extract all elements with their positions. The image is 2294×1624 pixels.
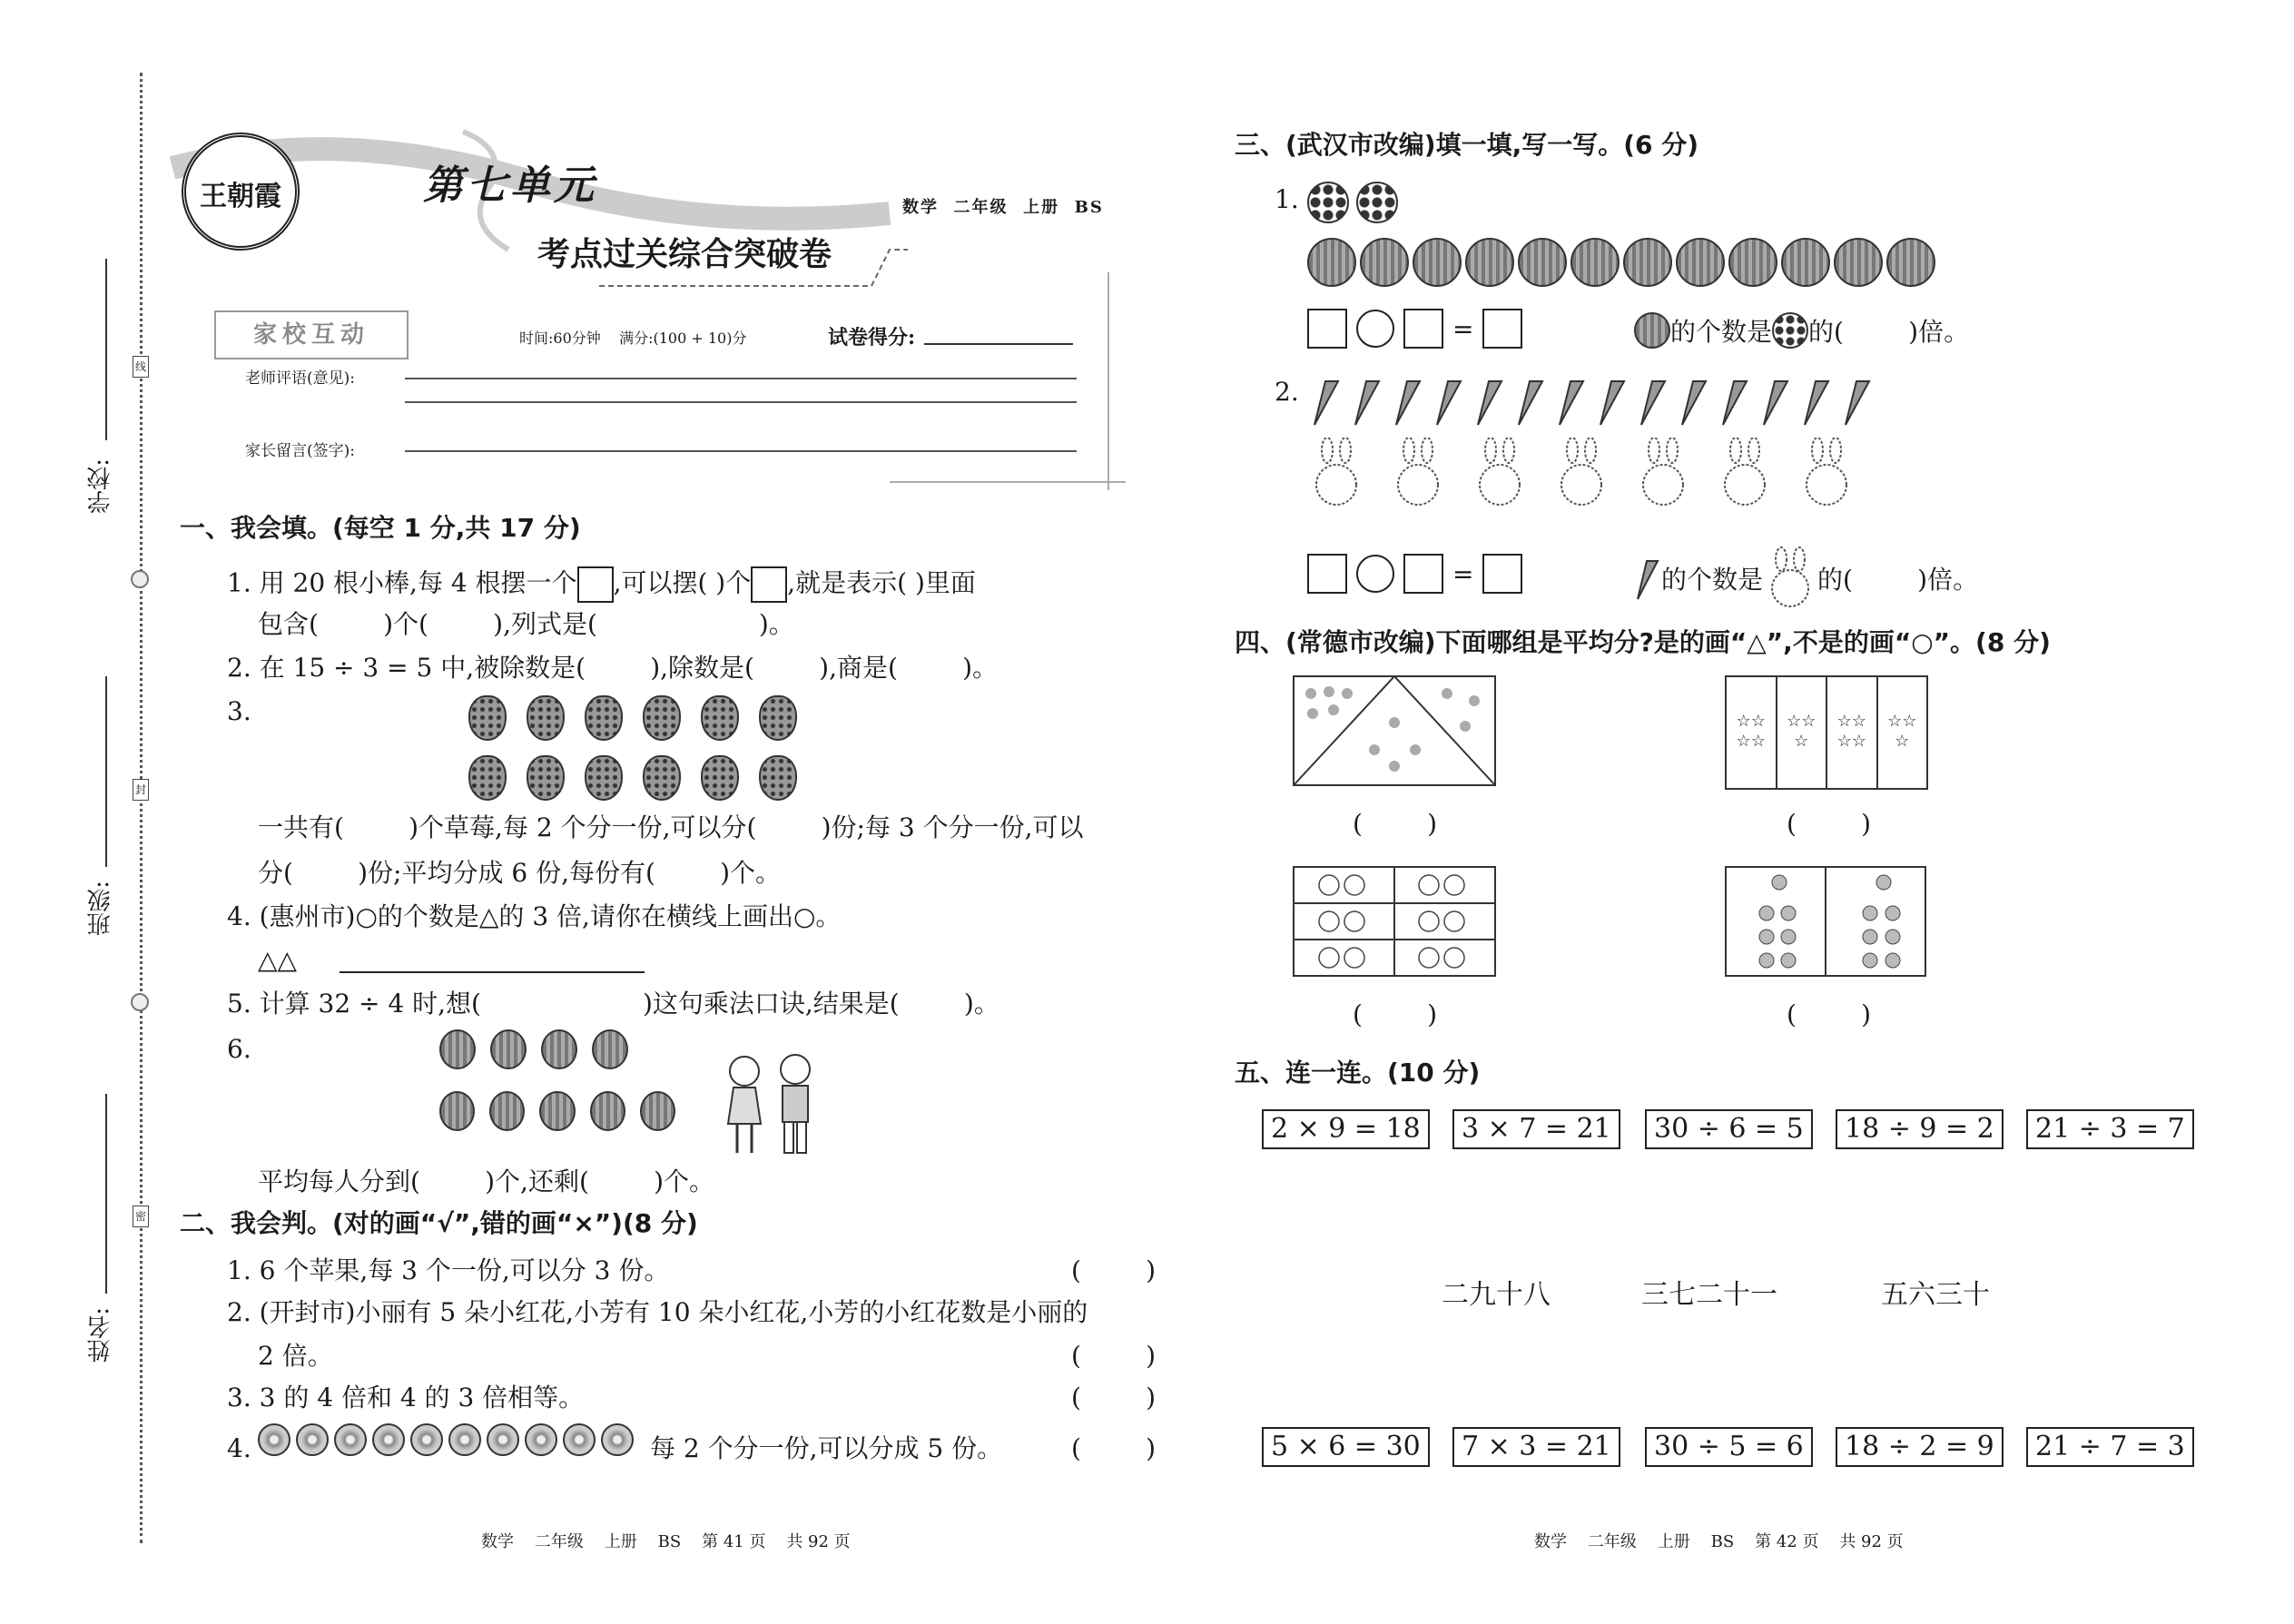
basketball-icon (1413, 238, 1462, 287)
s3-q1-number: 1. (1275, 184, 1299, 214)
s4-answer-1[interactable]: ( ) (1353, 809, 1438, 839)
basketball-icon (1307, 238, 1356, 287)
school-label: 学校: (87, 458, 114, 514)
strawberry-icon (759, 755, 797, 801)
children-icon (717, 1051, 826, 1160)
figure-split-figure (1725, 866, 1926, 977)
judge-item-3: 3. 3 的 4 倍和 4 的 3 倍相等。 (227, 1383, 585, 1412)
flower-icon (601, 1423, 634, 1456)
logo-text: 王朝霞 (200, 181, 281, 212)
s3-q1-text-b: 的( )倍。 (1808, 317, 1970, 347)
operator-circle[interactable] (1356, 555, 1394, 593)
flower-icon (448, 1423, 481, 1456)
home-school-label: 家校互动 (252, 321, 369, 349)
score-label: 试卷得分: (828, 326, 916, 349)
footer-right: 数学 二年级 上册 BS 第 42 页 共 92 页 (1534, 1532, 1904, 1551)
star-cell: ☆☆ ☆☆ (1727, 677, 1777, 788)
s4-answer-3[interactable]: ( ) (1353, 999, 1438, 1029)
strawberry-icon (701, 755, 739, 801)
binding-dotted-line (140, 73, 143, 1543)
q4-answer-line[interactable] (340, 971, 645, 973)
judge-item-1: 1. 6 个苹果,每 3 个一份,可以分 3 份。 (227, 1255, 670, 1285)
balloon-icon (490, 1029, 527, 1069)
score-field[interactable] (924, 343, 1073, 345)
section3-heading: 三、(武汉市改编)填一填,写一写。(6 分) (1235, 130, 1699, 160)
class-label: 班级: (87, 881, 114, 936)
logo-seal (182, 133, 300, 251)
q1-text-b: ,可以摆( )个 (613, 567, 752, 598)
series-tag: 数学 二年级 上册 BS (902, 198, 1104, 217)
q3-line1: 一共有( )个草莓,每 2 个分一份,可以分( )份;每 3 个分一份,可以 (258, 812, 1084, 842)
q1-line1 (227, 566, 976, 603)
star-cell: ☆☆ ☆ (1777, 677, 1828, 788)
match-rhyme-3[interactable]: 五六三十 (1881, 1279, 1990, 1311)
parent-comment-field[interactable] (405, 450, 1077, 452)
q1-text-c: ,就是表示( )里面 (787, 567, 976, 598)
equals-sign: = (1452, 313, 1474, 344)
balloon-icon (590, 1091, 625, 1131)
binding-tag: 线 (133, 356, 149, 378)
match-top-5[interactable]: 21 ÷ 3 = 7 (2026, 1109, 2194, 1149)
strawberry-icon (468, 695, 507, 741)
balloon-icon (439, 1029, 476, 1069)
s3-q2-equation (1307, 554, 1522, 594)
balloon-icon (541, 1029, 577, 1069)
match-top-1[interactable]: 2 × 9 = 18 (1262, 1109, 1430, 1149)
s3-q2-text-b: 的( )倍。 (1817, 565, 1979, 595)
strawberry-icon (643, 755, 681, 801)
judge-item-4-tail: 每 2 个分一份,可以分成 5 份。 (650, 1433, 1003, 1463)
flower-icon (334, 1423, 367, 1456)
s3-q2-number: 2. (1275, 377, 1299, 407)
section5-heading: 五、连一连。(10 分) (1235, 1058, 1481, 1088)
balloon-icon (640, 1091, 675, 1131)
equation-box[interactable] (1403, 554, 1443, 594)
operator-circle[interactable] (1356, 310, 1394, 348)
flower-icon (487, 1423, 519, 1456)
strawberry-icon (585, 755, 623, 801)
equation-box[interactable] (1307, 309, 1347, 349)
section2-heading: 二、我会判。(对的画“√”,错的画“×”)(8 分) (180, 1208, 698, 1238)
match-top-4[interactable]: 18 ÷ 9 = 2 (1836, 1109, 2004, 1149)
basketball-icon (1676, 238, 1725, 287)
q1-shape-box[interactable] (751, 566, 787, 603)
balloon-icon (592, 1029, 628, 1069)
s3-q1-text-a: 的个数是 (1670, 317, 1773, 347)
balloon-icon (439, 1091, 475, 1131)
match-rhyme-1[interactable]: 二九十八 (1442, 1279, 1551, 1311)
strawberry-icon (759, 695, 797, 741)
equals-sign: = (1452, 558, 1474, 589)
unit-title: 第七单元 (423, 162, 597, 209)
strawberry-icon (468, 755, 507, 801)
basketball-row (1307, 238, 1935, 287)
home-school-box (214, 310, 409, 359)
basketball-icon (1570, 238, 1620, 287)
comment-line (405, 401, 1077, 403)
equation-box[interactable] (1403, 309, 1443, 349)
face-grid-figure (1293, 866, 1496, 977)
strawberry-icon (585, 695, 623, 741)
soccer-ball-icon (1772, 312, 1808, 349)
judge-answer-4[interactable]: ( ) (1071, 1433, 1157, 1463)
judge-item-2: 2. (开封市)小丽有 5 朵小红花,小芳有 10 朵小红花,小芳的小红花数是小丽的 (227, 1297, 1088, 1327)
basketball-icon (1360, 238, 1409, 287)
class-field[interactable] (105, 676, 107, 867)
match-bottom-5[interactable]: 21 ÷ 7 = 3 (2026, 1427, 2194, 1467)
star-cell: ☆☆ ☆☆ (1827, 677, 1878, 788)
flower-icon (372, 1423, 405, 1456)
judge-item-2-cont: 2 倍。 (258, 1341, 333, 1371)
q4-triangles: △△ (258, 945, 298, 975)
strawberry-icon (527, 755, 565, 801)
parent-label: 家长留言(签字): (245, 442, 355, 460)
flower-row (258, 1423, 634, 1456)
equation-box[interactable] (1307, 554, 1347, 594)
flower-icon (258, 1423, 290, 1456)
basketball-icon (1728, 238, 1777, 287)
equation-box[interactable] (1482, 554, 1522, 594)
q4: 4. (惠州市)○的个数是△的 3 倍,请你在横线上画出○。 (227, 901, 842, 931)
section4-heading: 四、(常德市改编)下面哪组是平均分?是的画“△”,不是的画“○”。(8 分) (1235, 627, 2051, 657)
footer-left: 数学 二年级 上册 BS 第 41 页 共 92 页 (481, 1532, 851, 1551)
match-bottom-4[interactable]: 18 ÷ 2 = 9 (1836, 1427, 2004, 1467)
judge-answer-3[interactable]: ( ) (1071, 1383, 1157, 1412)
flower-icon (296, 1423, 329, 1456)
equation-box[interactable] (1482, 309, 1522, 349)
soccer-ball-icon (1307, 182, 1349, 223)
match-bottom-2[interactable]: 7 × 3 = 21 (1452, 1427, 1620, 1467)
q6-number: 6. (227, 1034, 251, 1064)
q1-text-a: 1. 用 20 根小棒,每 4 根摆一个 (227, 567, 577, 598)
name-label: 姓名: (87, 1307, 114, 1363)
basketball-icon (1781, 238, 1830, 287)
triangle-split-figure (1293, 675, 1496, 786)
match-rhyme-2[interactable]: 三七二十一 (1641, 1279, 1777, 1311)
strawberry-icon (701, 695, 739, 741)
teacher-label: 老师评语(意见): (245, 369, 355, 388)
basketball-icon (1634, 312, 1670, 349)
q3-line2: 分( )份;平均分成 6 份,每份有( )个。 (258, 858, 782, 888)
balloon-icon (489, 1091, 525, 1131)
judge-answer-2[interactable]: ( ) (1071, 1341, 1157, 1371)
binding-hole-icon (131, 570, 149, 588)
balloon-group (439, 1029, 675, 1131)
s3-q2-text-a: 的个数是 (1661, 565, 1764, 595)
carrot-icon (1634, 556, 1661, 601)
flower-icon (410, 1423, 443, 1456)
binding-hole-icon (131, 993, 149, 1011)
star-cell: ☆☆ ☆ (1887, 712, 1917, 751)
basketball-icon (1834, 238, 1883, 287)
q3-number: 3. (227, 696, 251, 726)
balloon-icon (539, 1091, 575, 1131)
basketball-icon (1465, 238, 1514, 287)
q6-answer: 平均每人分到( )个,还剩( )个。 (258, 1166, 715, 1196)
binding-tag: 密 (133, 1206, 149, 1227)
match-top-2[interactable]: 3 × 7 = 21 (1452, 1109, 1620, 1149)
name-field[interactable] (105, 1094, 107, 1294)
q1-shape-box[interactable] (577, 566, 614, 603)
star-split-figure (1725, 675, 1928, 790)
basketball-icon (1886, 238, 1935, 287)
s3-q2-sentence (1634, 546, 1978, 610)
s4-answer-2[interactable]: ( ) (1787, 809, 1872, 839)
header-frame-line (1108, 272, 1109, 490)
soccer-ball-icon (1356, 182, 1398, 223)
flower-icon (525, 1423, 557, 1456)
soccer-ball-row (1307, 182, 1398, 223)
basketball-icon (1518, 238, 1567, 287)
match-top-3[interactable]: 30 ÷ 6 = 5 (1645, 1109, 1813, 1149)
strawberry-icon (527, 695, 565, 741)
q5: 5. 计算 32 ÷ 4 时,想( )这句乘法口诀,结果是( )。 (227, 989, 999, 1019)
rabbit-icon (1763, 546, 1817, 610)
carrot-row-graphic (1307, 370, 1888, 428)
school-field[interactable] (105, 259, 107, 440)
q1-line2: 包含( )个( ),列式是( )。 (258, 609, 794, 639)
rabbit-row-graphic (1307, 438, 1852, 510)
judge-answer-1[interactable]: ( ) (1071, 1255, 1157, 1285)
teacher-comment-field[interactable] (405, 378, 1077, 379)
strawberry-icon (643, 695, 681, 741)
s4-answer-4[interactable]: ( ) (1787, 999, 1872, 1029)
paper-subtitle: 考点过关综合突破卷 (537, 235, 832, 273)
binding-tag: 封 (133, 779, 149, 801)
section1-heading: 一、我会填。(每空 1 分,共 17 分) (180, 513, 581, 543)
flower-icon (563, 1423, 596, 1456)
judge-item-4: 4. (227, 1433, 251, 1463)
s3-q1-equation (1307, 309, 1522, 349)
basketball-icon (1623, 238, 1672, 287)
match-bottom-3[interactable]: 30 ÷ 5 = 6 (1645, 1427, 1813, 1467)
header-frame-line (890, 481, 1126, 483)
exam-meta: 时间:60分钟 满分:(100 + 10)分 (519, 330, 747, 347)
strawberry-group (468, 695, 822, 801)
q2: 2. 在 15 ÷ 3 = 5 中,被除数是( ),除数是( ),商是( )。 (227, 653, 999, 683)
s3-q1-sentence (1634, 312, 1969, 349)
match-bottom-1[interactable]: 5 × 6 = 30 (1262, 1427, 1430, 1467)
